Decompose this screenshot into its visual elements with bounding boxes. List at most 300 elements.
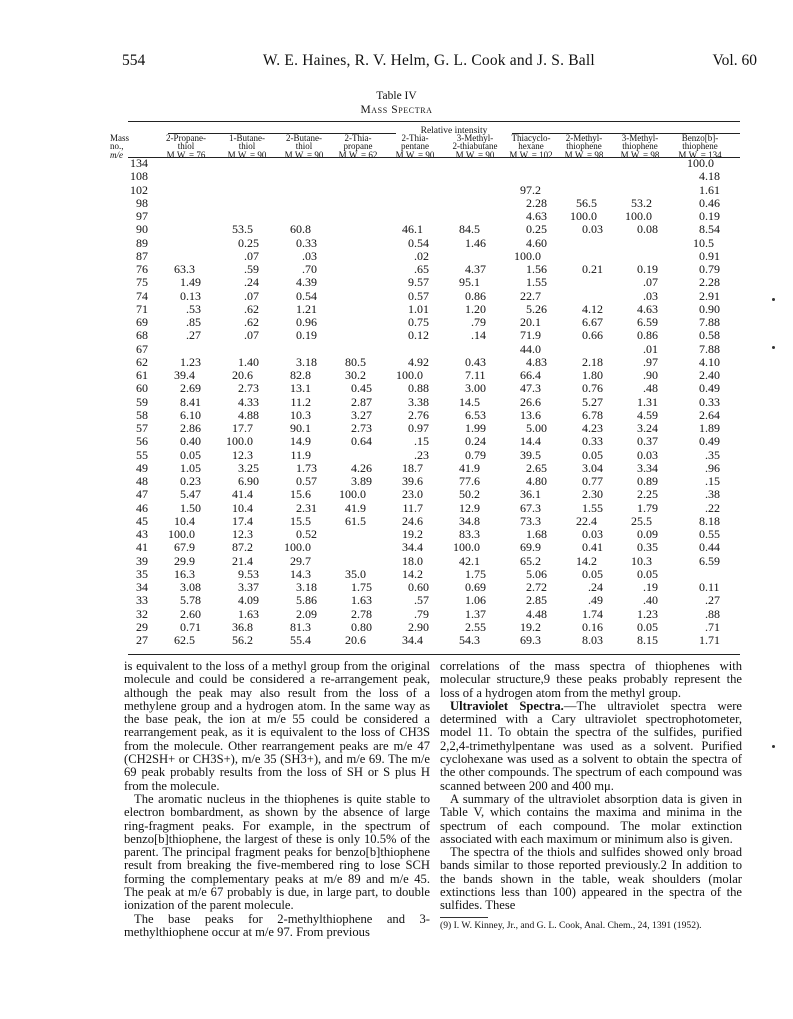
intensity-cell: 46.1 <box>402 222 423 237</box>
column-header-line: thiophene <box>622 141 658 152</box>
intensity-cell: 81.3 <box>290 619 311 634</box>
intensity-cell: .02 <box>414 248 429 263</box>
mass-cell: 74 <box>136 288 148 303</box>
intensity-cell: 0.11 <box>699 580 720 594</box>
intensity-cell: 14.2 <box>576 553 597 568</box>
mass-cell: 97 <box>136 209 148 223</box>
intensity-cell: 4.80 <box>526 474 547 488</box>
intensity-cell: 0.05 <box>637 566 658 581</box>
intensity-cell: 2.40 <box>699 368 720 382</box>
intensity-cell: 0.45 <box>351 381 372 396</box>
column-header-line: M.W. = 62 <box>338 149 378 160</box>
intensity-cell: 0.80 <box>351 619 372 634</box>
footnote-rule <box>440 917 488 918</box>
intensity-cell: 0.19 <box>699 209 720 223</box>
running-head <box>122 52 757 74</box>
intensity-cell: 100.0 <box>226 434 253 449</box>
mass-cell: 45 <box>136 513 148 528</box>
intensity-cell: 4.59 <box>637 407 658 422</box>
column-header <box>217 134 277 159</box>
intensity-cell: 9.53 <box>238 566 259 581</box>
intensity-cell: 54.3 <box>459 633 480 647</box>
intensity-cell: 82.8 <box>290 368 311 382</box>
intensity-cell: 10.3 <box>290 407 311 422</box>
intensity-cell: 0.05 <box>582 566 603 581</box>
intensity-cell: 5.00 <box>526 421 547 435</box>
paragraph-uv-spectra <box>440 700 742 793</box>
mass-cell: 76 <box>136 262 148 276</box>
intensity-cell: 100.0 <box>570 209 597 223</box>
intensity-cell: .07 <box>244 288 259 303</box>
mass-cell: 35 <box>136 566 148 581</box>
intensity-cell: 2.76 <box>408 407 429 422</box>
column-header-line: thiophene <box>566 141 602 152</box>
intensity-cell: 13.6 <box>520 407 541 422</box>
intensity-cell: 0.57 <box>408 288 429 303</box>
intensity-cell: 2.69 <box>180 381 201 396</box>
intensity-cell: 3.34 <box>637 460 658 475</box>
intensity-cell: 10.4 <box>174 513 195 528</box>
table-bottom-rule <box>128 654 740 655</box>
intensity-cell: 23.0 <box>402 487 423 502</box>
intensity-cell: 69.3 <box>520 633 541 647</box>
intensity-cell: 61.5 <box>345 513 366 528</box>
column-header <box>445 134 505 159</box>
intensity-cell: 100.0 <box>284 540 311 555</box>
intensity-cell: 47.3 <box>520 381 541 396</box>
mass-cell: 55 <box>136 447 148 462</box>
intensity-cell: 18.7 <box>402 460 423 475</box>
intensity-cell: 11.2 <box>290 394 311 409</box>
intensity-cell: 6.53 <box>465 407 486 422</box>
column-header-mass <box>110 134 129 159</box>
intensity-cell: 1.55 <box>582 500 603 515</box>
mass-cell: 58 <box>136 407 148 422</box>
intensity-cell: 0.71 <box>180 619 201 634</box>
volume: Vol. 60 <box>712 52 757 69</box>
intensity-cell: 56.2 <box>232 633 253 647</box>
mass-cell: 56 <box>136 434 148 449</box>
column-header <box>274 134 334 159</box>
paragraph: The aromatic nucleus in the thiophenes is quite stable to electron bombardment, as shown by the absence of large ring-fragment peaks. For example, in the spectrum of benzo[b]thiophene, the largest of these is only 10.5% of the parent. The principal fragment peaks for benzo[b]thiophene result from breaking the five-membered ring to lose SCH forming the complementary peaks at m/e 89 and m/e 45. The peak at m/e 67 probably is due, in large part, to double ionization of the parent molecule. <box>124 791 430 913</box>
intensity-cell: 8.41 <box>180 394 201 409</box>
intensity-cell: .85 <box>186 315 201 329</box>
intensity-cell: 24.6 <box>402 513 423 528</box>
intensity-cell: 9.57 <box>408 275 429 290</box>
intensity-cell: 84.5 <box>459 222 480 237</box>
scan-speck <box>772 298 775 301</box>
intensity-cell: .07 <box>643 275 658 290</box>
mass-cell: 57 <box>136 421 148 435</box>
mass-cell: 49 <box>136 460 148 475</box>
intensity-cell: 10.5 <box>693 235 714 250</box>
intensity-cell: 2.09 <box>296 606 317 621</box>
intensity-cell: 1.37 <box>465 606 486 621</box>
intensity-cell: 0.44 <box>699 540 720 555</box>
left-column <box>124 660 430 939</box>
paragraph: is equivalent to the loss of a methyl group from the original molecule and could be considered a re-arrangement peak, although the peak may also result from the loss of a methylene group and a hydrogen atom. In the same way as the base peak, the ion at m/e 55 could be considered a rearrangement peak, as it is equivalent to the loss of CH3S from the molecule. Other rearrangement peaks are m/e 47 (CH2SH+ or CH3S+), m/e 35 (SH3+), and m/e 69. The m/e 69 peak probably results from the loss of SH or S plus H from the molecule. <box>124 659 430 793</box>
column-header-line: Thiacyclo- <box>511 133 551 143</box>
mass-cell: 46 <box>136 500 148 515</box>
intensity-cell: 2.73 <box>351 421 372 435</box>
intensity-cell: 4.09 <box>238 593 259 608</box>
column-header-line: Benzo[b]- <box>681 133 719 143</box>
intensity-cell: 1.71 <box>699 633 720 647</box>
mass-cell: 59 <box>136 394 148 409</box>
intensity-cell: 0.24 <box>465 434 486 449</box>
intensity-cell: 34.4 <box>402 633 423 647</box>
intensity-cell: 18.0 <box>402 553 423 568</box>
mass-cell: 67 <box>136 341 148 356</box>
mass-cell: 61 <box>136 368 148 382</box>
intensity-cell: 1.68 <box>526 527 547 541</box>
intensity-cell: 2.64 <box>699 407 720 422</box>
column-header <box>610 134 670 159</box>
column-header-line: thiol <box>238 141 256 152</box>
intensity-cell: 90.1 <box>290 421 311 435</box>
intensity-cell: .24 <box>244 275 259 290</box>
intensity-cell: 2.30 <box>582 487 603 502</box>
intensity-cell: .62 <box>244 315 259 329</box>
intensity-cell: 3.04 <box>582 460 603 475</box>
intensity-cell: 0.25 <box>526 222 547 237</box>
intensity-cell: 0.49 <box>699 381 720 396</box>
intensity-cell: 1.49 <box>180 275 201 290</box>
intensity-cell: .79 <box>414 606 429 621</box>
intensity-cell: 5.47 <box>180 487 201 502</box>
intensity-cell: 0.76 <box>582 381 603 396</box>
intensity-cell: .07 <box>244 328 259 343</box>
intensity-cell: 2.31 <box>296 500 317 515</box>
intensity-cell: 2.78 <box>351 606 372 621</box>
intensity-cell: 30.2 <box>345 368 366 382</box>
column-header-line: M.W. = 134 <box>678 149 722 160</box>
intensity-cell: 10.3 <box>631 553 652 568</box>
intensity-cell: 12.3 <box>232 447 253 462</box>
intensity-cell: 0.89 <box>637 474 658 488</box>
intensity-cell: 7.88 <box>699 341 720 356</box>
intensity-cell: 14.5 <box>459 394 480 409</box>
intensity-cell: 11.7 <box>402 500 423 515</box>
intensity-cell: 0.23 <box>180 474 201 488</box>
intensity-cell: 95.1 <box>459 275 480 290</box>
intensity-cell: 1.23 <box>637 606 658 621</box>
intensity-cell: 3.08 <box>180 580 201 594</box>
scan-speck <box>772 346 775 349</box>
intensity-cell: 3.37 <box>238 580 259 594</box>
intensity-cell: .07 <box>244 248 259 263</box>
intensity-cell: 1.23 <box>180 354 201 369</box>
intensity-cell: 0.03 <box>582 527 603 541</box>
table-header-rule <box>128 157 740 158</box>
intensity-cell: 4.60 <box>526 235 547 250</box>
intensity-cell: 39.6 <box>402 474 423 488</box>
intensity-cell: .40 <box>643 593 658 608</box>
intensity-cell: 0.08 <box>637 222 658 237</box>
intensity-cell: 0.66 <box>582 328 603 343</box>
intensity-cell: 0.54 <box>408 235 429 250</box>
mass-cell: 90 <box>136 222 148 237</box>
column-header-line: no., <box>110 141 124 152</box>
intensity-cell: 4.33 <box>238 394 259 409</box>
intensity-cell: 0.58 <box>699 328 720 343</box>
intensity-cell: 13.1 <box>290 381 311 396</box>
mass-cell: 69 <box>136 315 148 329</box>
intensity-cell: 4.92 <box>408 354 429 369</box>
intensity-cell: 0.91 <box>699 248 720 263</box>
intensity-cell: 20.6 <box>345 633 366 647</box>
intensity-cell: .14 <box>471 328 486 343</box>
intensity-cell: 63.3 <box>174 262 195 276</box>
intensity-cell: 100.0 <box>514 248 541 263</box>
intensity-cell: 97.2 <box>520 182 541 197</box>
intensity-cell: 0.79 <box>699 262 720 276</box>
intensity-cell: 22.7 <box>520 288 541 303</box>
intensity-cell: 5.27 <box>582 394 603 409</box>
intensity-cell: 6.78 <box>582 407 603 422</box>
intensity-cell: 16.3 <box>174 566 195 581</box>
intensity-cell: .88 <box>705 606 720 621</box>
intensity-cell: 0.33 <box>699 394 720 409</box>
intensity-cell: 6.59 <box>637 315 658 329</box>
column-header-line: M.W. = 102 <box>509 149 553 160</box>
mass-cell: 62 <box>136 354 148 369</box>
intensity-cell: 1.06 <box>465 593 486 608</box>
intensity-cell: .35 <box>705 447 720 462</box>
intensity-cell: 4.12 <box>582 301 603 316</box>
mass-cell: 48 <box>136 474 148 488</box>
footnote: (9) I. W. Kinney, Jr., and G. L. Cook, Anal. Chem., 24, 1391 (1952). <box>440 919 702 931</box>
intensity-cell: 0.79 <box>465 447 486 462</box>
column-header-line: 2-Butane- <box>286 133 322 143</box>
intensity-cell: 19.2 <box>520 619 541 634</box>
mass-cell: 33 <box>136 593 148 608</box>
column-header-line: pentane <box>401 141 429 152</box>
intensity-cell: 29.7 <box>290 553 311 568</box>
intensity-cell: 100.0 <box>687 156 714 170</box>
column-header-line: 2-Thia- <box>401 133 429 143</box>
intensity-cell: 41.9 <box>459 460 480 475</box>
intensity-cell: 50.2 <box>459 487 480 502</box>
intensity-cell: 67.3 <box>520 500 541 515</box>
intensity-cell: 8.18 <box>699 513 720 528</box>
mass-cell: 60 <box>136 381 148 396</box>
intensity-cell: .03 <box>302 248 317 263</box>
mass-cell: 43 <box>136 527 148 541</box>
intensity-cell: 80.5 <box>345 354 366 369</box>
intensity-cell: 4.18 <box>699 169 720 184</box>
intensity-cell: .71 <box>705 619 720 634</box>
column-header-line: hexane <box>518 141 544 152</box>
mass-cell: 39 <box>136 553 148 568</box>
intensity-cell: 0.86 <box>637 328 658 343</box>
mass-cell: 75 <box>136 275 148 290</box>
intensity-cell: 4.26 <box>351 460 372 475</box>
intensity-cell: 71.9 <box>520 328 541 343</box>
intensity-cell: .79 <box>471 315 486 329</box>
mass-cell: 29 <box>136 619 148 634</box>
intensity-cell: 53.5 <box>232 222 253 237</box>
intensity-cell: 0.64 <box>351 434 372 449</box>
intensity-cell: 2.28 <box>699 275 720 290</box>
intensity-cell: .01 <box>643 341 658 356</box>
intensity-cell: 0.09 <box>637 527 658 541</box>
intensity-cell: 0.54 <box>296 288 317 303</box>
intensity-cell: 0.12 <box>408 328 429 343</box>
intensity-cell: 0.16 <box>582 619 603 634</box>
intensity-cell: 56.5 <box>576 195 597 210</box>
intensity-cell: .38 <box>705 487 720 502</box>
intensity-cell: 15.5 <box>290 513 311 528</box>
column-header <box>328 134 388 159</box>
intensity-cell: .65 <box>414 262 429 276</box>
mass-cell: 102 <box>130 182 148 197</box>
intensity-cell: 87.2 <box>232 540 253 555</box>
intensity-cell: 1.80 <box>582 368 603 382</box>
intensity-cell: 41.9 <box>345 500 366 515</box>
intensity-cell: .22 <box>705 500 720 515</box>
intensity-cell: 22.4 <box>576 513 597 528</box>
intensity-cell: 3.18 <box>296 354 317 369</box>
intensity-cell: 12.3 <box>232 527 253 541</box>
intensity-cell: 2.91 <box>699 288 720 303</box>
intensity-cell: 100.0 <box>168 527 195 541</box>
intensity-cell: 42.1 <box>459 553 480 568</box>
mass-cell: 98 <box>136 195 148 210</box>
intensity-cell: 3.38 <box>408 394 429 409</box>
intensity-cell: 17.7 <box>232 421 253 435</box>
intensity-cell: .19 <box>643 580 658 594</box>
mass-cell: 34 <box>136 580 148 594</box>
relative-intensity-label: Relative intensity <box>420 126 488 136</box>
column-header-line: M.W. = 98 <box>564 149 604 160</box>
intensity-cell: 5.26 <box>526 301 547 316</box>
column-header-line: M.W. = 90 <box>284 149 324 160</box>
intensity-cell: 100.0 <box>339 487 366 502</box>
mass-cell: 87 <box>136 248 148 263</box>
intensity-cell: 36.1 <box>520 487 541 502</box>
mass-cell: 134 <box>130 156 148 170</box>
intensity-cell: 0.97 <box>408 421 429 435</box>
column-header <box>554 134 614 159</box>
intensity-cell: 29.9 <box>174 553 195 568</box>
intensity-cell: 25.5 <box>631 513 652 528</box>
intensity-cell: 0.05 <box>180 447 201 462</box>
intensity-cell: 83.3 <box>459 527 480 541</box>
intensity-cell: 0.13 <box>180 288 201 303</box>
intensity-cell: 8.03 <box>582 633 603 647</box>
intensity-cell: 3.89 <box>351 474 372 488</box>
intensity-cell: 20.1 <box>520 315 541 329</box>
column-header-line: 3-Methyl- <box>621 133 659 143</box>
intensity-cell: 4.88 <box>238 407 259 422</box>
paragraph-text: —The ultraviolet spectra were determined with a Cary ultraviolet spectrophotometer, model 11. To obtain the spectra of the sulfides, purified 2,2,4-trimethylpentane was used as a solvent. Purified cyclohexane was used as a solvent to obtain the spectra of the other compounds. The spectrum of each compound was scanned between 200 and 400 mμ. <box>440 698 742 793</box>
intensity-cell: 2.28 <box>526 195 547 210</box>
intensity-cell: 3.27 <box>351 407 372 422</box>
intensity-cell: 100.0 <box>396 368 423 382</box>
intensity-cell: 1.75 <box>351 580 372 594</box>
intensity-cell: 0.90 <box>699 301 720 316</box>
intensity-cell: 0.37 <box>637 434 658 449</box>
intensity-cell: 65.2 <box>520 553 541 568</box>
intensity-cell: .70 <box>302 262 317 276</box>
intensity-cell: 0.41 <box>582 540 603 555</box>
intensity-cell: 2.85 <box>526 593 547 608</box>
column-header-line: 1-Butane- <box>229 133 265 143</box>
intensity-cell: 34.4 <box>402 540 423 555</box>
column-header-line: 2-Thia- <box>344 133 372 143</box>
column-header-line: M.W. = 98 <box>620 149 660 160</box>
column-header-line: 2-Propane- <box>166 133 206 143</box>
table-caption: Mass Spectra <box>360 104 433 116</box>
column-header <box>501 134 561 159</box>
column-header-line: thiophene <box>682 141 718 152</box>
right-column <box>440 660 742 931</box>
intensity-cell: 36.8 <box>232 619 253 634</box>
column-header-line: propane <box>343 141 373 152</box>
intensity-cell: 39.4 <box>174 368 195 382</box>
intensity-cell: 1.40 <box>238 354 259 369</box>
intensity-cell: 0.40 <box>180 434 201 449</box>
paragraph: The spectra of the thiols and sulfides showed only broad bands similar to those reported previously.2 In addition to the bands shown in the table, weak shoulders (molar extinctions less than 100) appeared in the spectra of the sulfides. These <box>440 845 742 913</box>
intensity-cell: 1.05 <box>180 460 201 475</box>
intensity-cell: 0.19 <box>296 328 317 343</box>
mass-cell: 89 <box>136 235 148 250</box>
intensity-cell: 2.55 <box>465 619 486 634</box>
intensity-cell: 7.88 <box>699 315 720 329</box>
intensity-cell: 39.5 <box>520 447 541 462</box>
intensity-cell: 2.65 <box>526 460 547 475</box>
intensity-cell: 0.35 <box>637 540 658 555</box>
intensity-cell: 35.0 <box>345 566 366 581</box>
intensity-cell: 1.01 <box>408 301 429 316</box>
intensity-cell: .49 <box>588 593 603 608</box>
intensity-cell: 1.73 <box>296 460 317 475</box>
intensity-cell: 0.75 <box>408 315 429 329</box>
intensity-cell: 0.49 <box>699 434 720 449</box>
intensity-cell: 0.25 <box>238 235 259 250</box>
intensity-cell: 1.21 <box>296 301 317 316</box>
intensity-cell: 5.78 <box>180 593 201 608</box>
intensity-cell: .24 <box>588 580 603 594</box>
mass-cell: 32 <box>136 606 148 621</box>
intensity-cell: 0.33 <box>582 434 603 449</box>
intensity-cell: 3.24 <box>637 421 658 435</box>
intensity-cell: 1.20 <box>465 301 486 316</box>
intensity-cell: 1.61 <box>699 182 720 197</box>
intensity-cell: .57 <box>414 593 429 608</box>
table-top-rule <box>128 121 740 122</box>
column-header-line: thiol <box>295 141 313 152</box>
column-header-line: M.W. = 90 <box>395 149 435 160</box>
intensity-cell: 1.75 <box>465 566 486 581</box>
intensity-cell: 0.05 <box>582 447 603 462</box>
intensity-cell: 1.63 <box>238 606 259 621</box>
intensity-cell: 1.63 <box>351 593 372 608</box>
intensity-cell: 21.4 <box>232 553 253 568</box>
intensity-cell: .53 <box>186 301 201 316</box>
column-header-line: 2-thiabutane <box>452 141 498 152</box>
intensity-cell: .48 <box>643 381 658 396</box>
intensity-cell: 10.4 <box>232 500 253 515</box>
intensity-cell: 41.4 <box>232 487 253 502</box>
scan-speck <box>772 745 775 748</box>
intensity-cell: 0.52 <box>296 527 317 541</box>
intensity-cell: 0.21 <box>582 262 603 276</box>
intensity-cell: 14.4 <box>520 434 541 449</box>
intensity-cell: 55.4 <box>290 633 311 647</box>
intensity-cell: 6.10 <box>180 407 201 422</box>
